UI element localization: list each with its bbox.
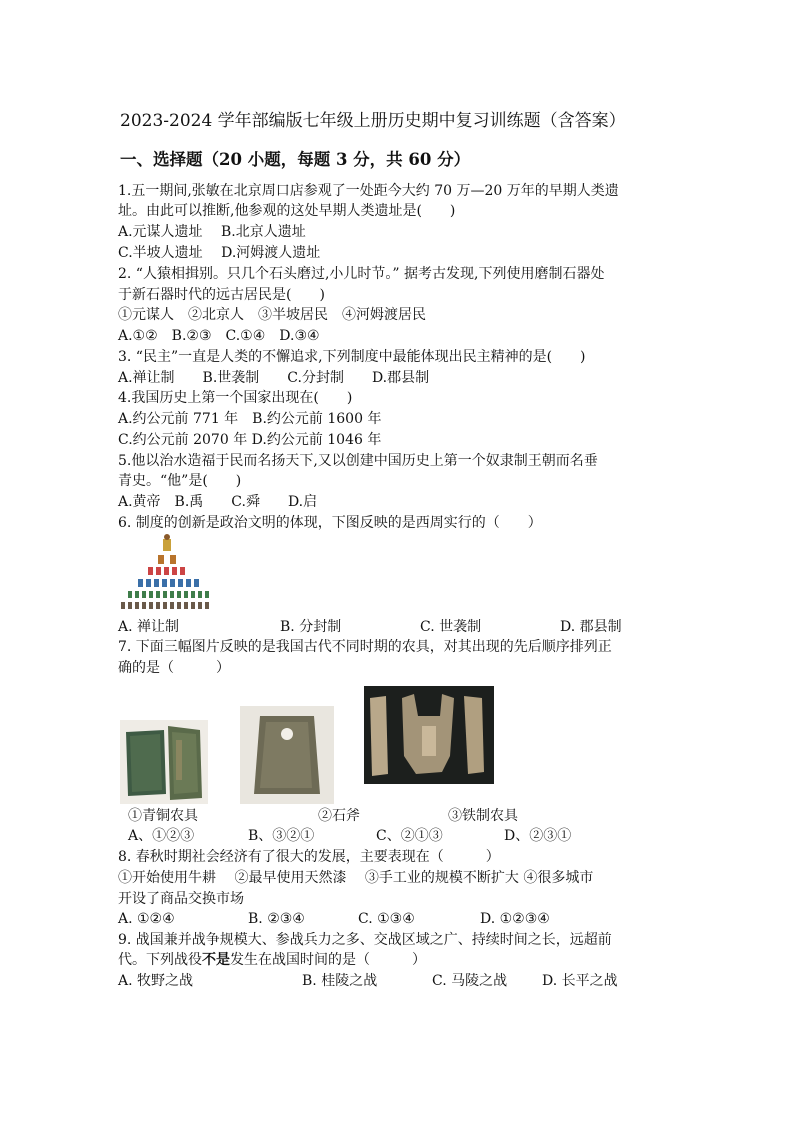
q1-options-ab: A.元谋人遗址 B.北京人遗址 (118, 224, 306, 240)
bronze-tools-image (120, 720, 208, 804)
q8-items-line2: 开设了商品交换市场 (118, 891, 244, 907)
q7-option-b: B、③②① (248, 828, 315, 844)
q1-stem-line2: 址。由此可以推断,他参观的这处早期人类遗址是( ) (118, 203, 456, 219)
q6-stem: 6. 制度的创新是政治文明的体现，下图反映的是西周实行的（ ） (118, 515, 542, 531)
q8-option-b: B. ②③④ (248, 911, 305, 927)
q9-option-d: D. 长平之战 (542, 973, 618, 989)
page-title: 2023-2024 学年部编版七年级上册历史期中复习训练题（含答案） (120, 111, 626, 131)
q7-caption-1: ①青铜农具 (128, 808, 198, 824)
q2-stem-line1: 2. “人猿相揖别。只几个石头磨过,小儿时节。” 据考古发现,下列使用磨制石器处 (118, 266, 605, 282)
section-heading: 一、选择题（20 小题，每题 3 分，共 60 分） (120, 150, 471, 169)
q1-stem-line1: 1.五一期间,张敏在北京周口店参观了一处距今大约 70 万—20 万年的早期人类遗 (118, 183, 619, 199)
q6-option-a: A. 禅让制 (118, 619, 180, 635)
q4-options-cd: C.约公元前 2070 年 D.约公元前 1046 年 (118, 432, 382, 448)
q6-option-b: B. 分封制 (280, 619, 342, 635)
q8-option-a: A. ①②④ (118, 911, 175, 927)
q7-caption-2: ②石斧 (318, 808, 360, 824)
q2-options: A.①② B.②③ C.①④ D.③④ (118, 328, 320, 344)
q8-option-d: D. ①②③④ (480, 911, 550, 927)
q9-stem-part2: 发生在战国时间的是（ ） (230, 952, 426, 968)
q6-option-c: C. 世袭制 (420, 619, 482, 635)
q9-stem-line2 (118, 950, 426, 970)
q8-option-c: C. ①③④ (358, 911, 415, 927)
stone-axe-image (240, 706, 334, 804)
q9-option-c: C. 马陵之战 (432, 973, 508, 989)
feudal-hierarchy-pyramid-image (118, 533, 216, 613)
q5-stem-line1: 5.他以治水造福于民而名扬天下,又以创建中国历史上第一个奴隶制王朝而名垂 (118, 453, 598, 469)
q6-option-d: D. 郡县制 (560, 619, 622, 635)
q9-stem-part1: 代。下列战役 (118, 952, 202, 968)
q7-option-d: D、②③① (504, 828, 572, 844)
q9-emphasis: 不是 (202, 952, 230, 968)
q9-option-a: A. 牧野之战 (118, 973, 194, 989)
q8-stem: 8. 春秋时期社会经济有了很大的发展，主要表现在（ ） (118, 849, 500, 865)
q3-options: A.禅让制 B.世袭制 C.分封制 D.郡县制 (118, 370, 430, 386)
iron-tools-image (364, 686, 494, 784)
q4-options-ab: A.约公元前 771 年 B.约公元前 1600 年 (118, 411, 382, 427)
q4-stem: 4.我国历史上第一个国家出现在( ) (118, 390, 353, 406)
q9-option-b: B. 桂陵之战 (302, 973, 378, 989)
q7-option-c: C、②①③ (376, 828, 443, 844)
q7-caption-3: ③铁制农具 (448, 808, 518, 824)
q5-stem-line2: 青史。“他”是( ) (118, 473, 242, 489)
q7-stem-line2: 确的是（ ） (118, 660, 230, 676)
q3-stem: 3. “民主”一直是人类的不懈追求,下列制度中最能体现出民主精神的是( ) (118, 349, 586, 365)
q7-option-a: A、①②③ (128, 828, 195, 844)
q8-items-line1: ①开始使用牛耕 ②最早使用天然漆 ③手工业的规模不断扩大 ④很多城市 (118, 870, 594, 886)
q2-items: ①元谋人 ②北京人 ③半坡居民 ④河姆渡居民 (118, 307, 426, 323)
q7-stem-line1: 7. 下面三幅图片反映的是我国古代不同时期的农具，对其出现的先后顺序排列正 (118, 639, 612, 655)
q2-stem-line2: 于新石器时代的远古居民是( ) (118, 287, 325, 303)
q9-stem-line1: 9. 战国兼并战争规模大、参战兵力之多、交战区域之广、持续时间之长，远超前 (118, 932, 612, 948)
q5-options: A.黄帝 B.禹 C.舜 D.启 (118, 494, 318, 510)
q1-options-cd: C.半坡人遗址 D.河姆渡人遗址 (118, 245, 321, 261)
